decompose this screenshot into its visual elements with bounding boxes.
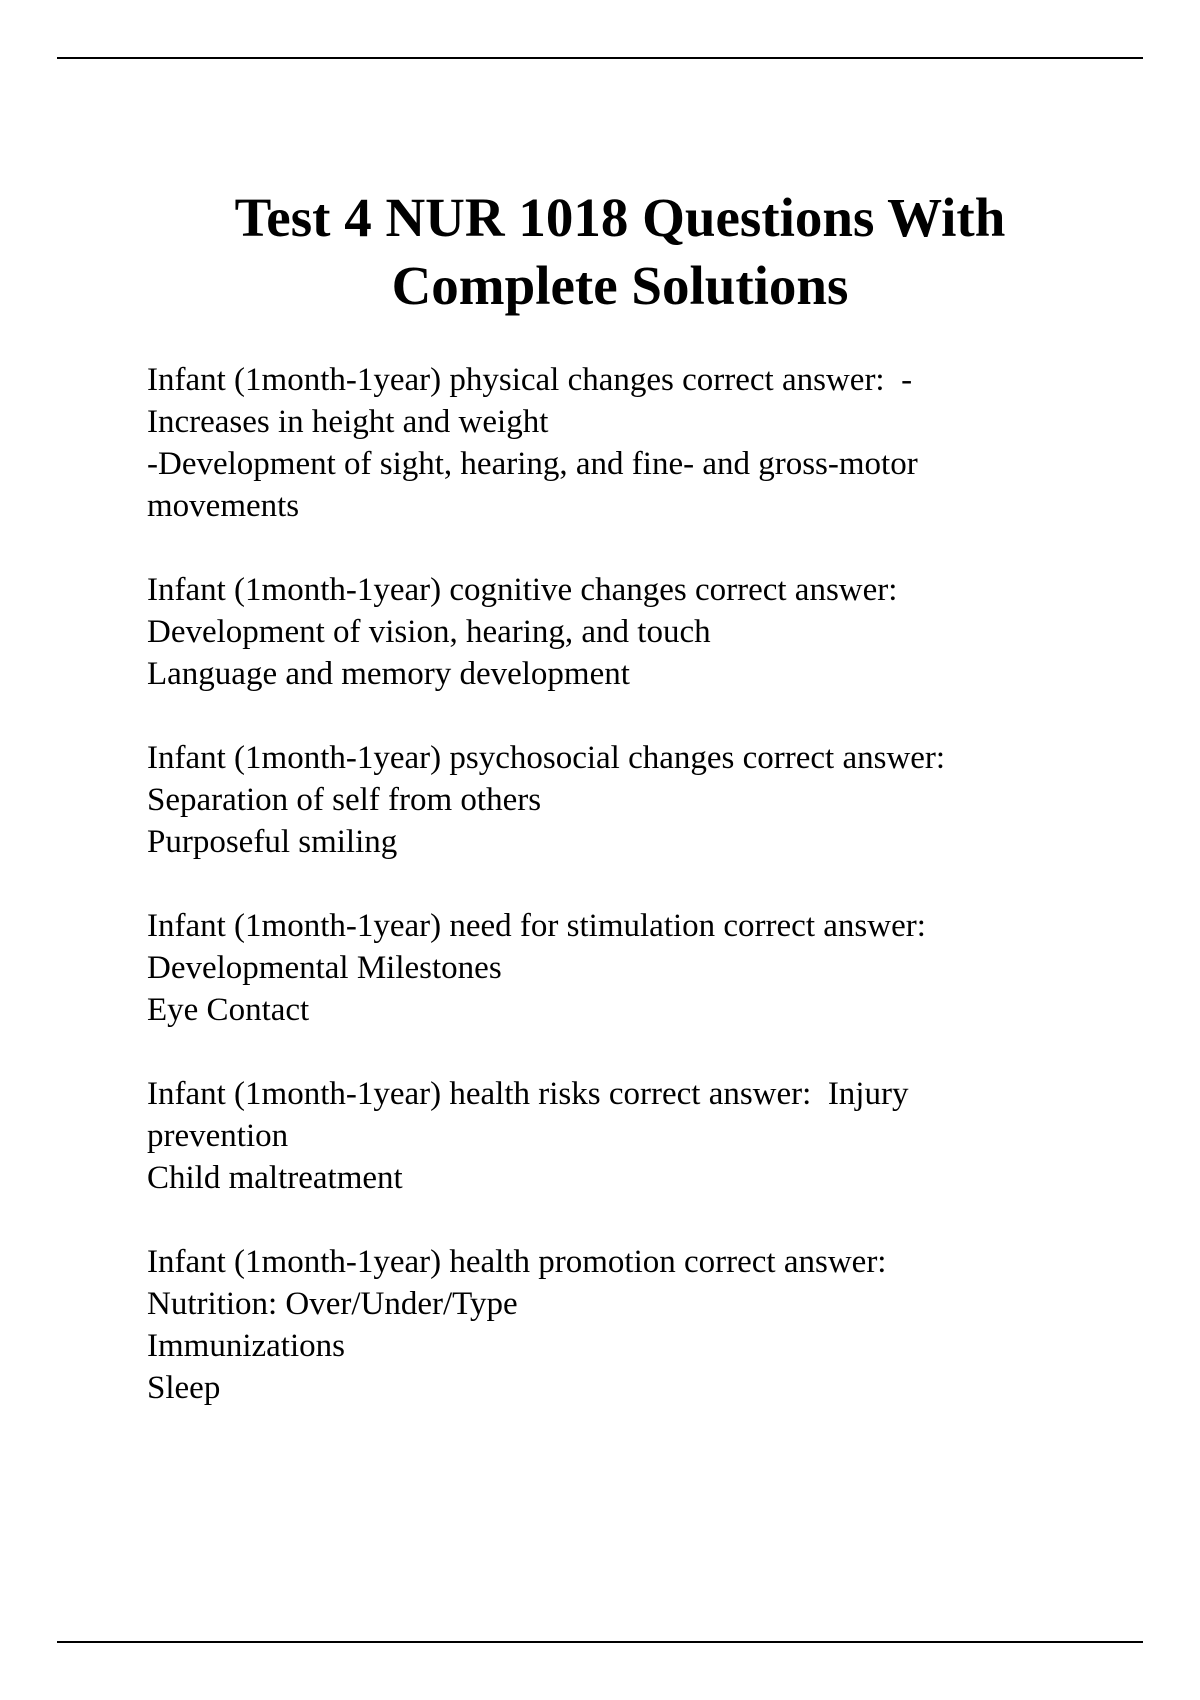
qa-line: Immunizations <box>147 1328 345 1364</box>
qa-line: Eye Contact <box>147 992 310 1028</box>
top-divider <box>57 57 1143 59</box>
qa-line: Purposeful smiling <box>147 824 398 860</box>
qa-line: prevention <box>147 1118 289 1154</box>
qa-line: Separation of self from others <box>147 782 542 818</box>
qa-line: Developmental Milestones <box>147 950 502 986</box>
qa-line: Language and memory development <box>147 656 630 692</box>
qa-entry-health-promotion <box>147 1241 1047 1409</box>
qa-line: Infant (1month-1year) physical changes correct answer: - <box>147 362 913 398</box>
qa-line: Child maltreatment <box>147 1160 403 1196</box>
qa-line: Infant (1month-1year) psychosocial changes correct answer: <box>147 740 946 776</box>
qa-entry-psychosocial-changes <box>147 737 1047 863</box>
qa-line: Infant (1month-1year) health promotion correct answer: <box>147 1244 887 1280</box>
qa-line: Infant (1month-1year) cognitive changes correct answer: <box>147 572 898 608</box>
qa-entry-cognitive-changes <box>147 569 1047 695</box>
title-line-1: Test 4 NUR 1018 Questions With <box>234 187 1006 248</box>
qa-entry-need-for-stimulation <box>147 905 1047 1031</box>
qa-line: -Development of sight, hearing, and fine- and gross-motor <box>147 446 918 482</box>
qa-line: Sleep <box>147 1370 221 1406</box>
document-body <box>147 359 1047 1451</box>
qa-line: Nutrition: Over/Under/Type <box>147 1286 518 1322</box>
bottom-divider <box>57 1641 1143 1643</box>
qa-line: movements <box>147 488 300 524</box>
qa-line: Increases in height and weight <box>147 404 549 440</box>
qa-entry-health-risks <box>147 1073 1047 1199</box>
qa-line: Infant (1month-1year) need for stimulation correct answer: <box>147 908 926 944</box>
page-title <box>0 184 1200 320</box>
qa-entry-physical-changes <box>147 359 1047 527</box>
qa-line: Infant (1month-1year) health risks correct answer: Injury <box>147 1076 909 1112</box>
qa-line: Development of vision, hearing, and touch <box>147 614 711 650</box>
title-line-2: Complete Solutions <box>391 255 849 316</box>
